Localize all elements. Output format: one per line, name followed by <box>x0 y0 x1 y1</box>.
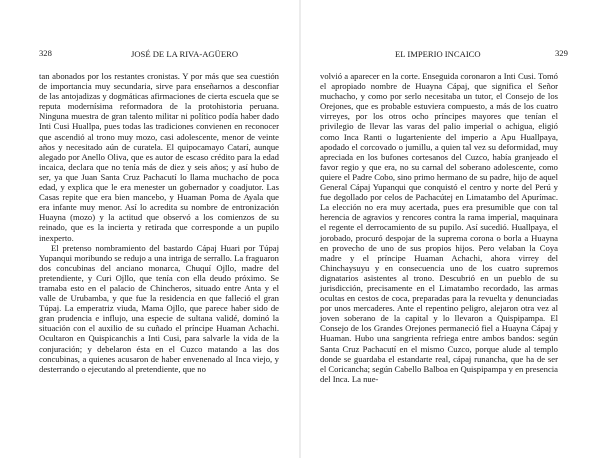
left-running-head: JOSÉ DE LA RIVA-AGÜERO <box>131 49 239 59</box>
right-running-head: EL IMPERIO INCAICO <box>395 49 481 59</box>
left-page-number: 328 <box>39 48 52 58</box>
right-page <box>300 0 600 458</box>
right-page-number: 329 <box>555 48 568 58</box>
right-text-column <box>320 71 558 384</box>
left-paragraph-1: tan abonados por los restantes cronistas. Y por más que sea cuestión de importancia muy secundaria, sirve para enseñarnos a desconfiar de las antojadizas y dogmáticas afirmaciones de cierta escuela que se reputa modernísima reformadora de la protohistoria peruana. Ninguna muestra de gran talento militar ni político podía haber dado Inti Cusi Huallpa, pues todas las tradiciones convienen en reconocer que ascendió al trono muy mozo, casi adolescente, menor de veinte años y necesitado aún de curatela. El quipocamayo Catarí, aunque alegado por Anello Oliva, que es autor de escaso crédito para la edad incaica, declara que no tenía más de diez y seis años; y así hubo de ser, ya que Juan Santa Cruz Pachacutí lo llama muchacho de poca edad, y explica que le era menester un gobernador y coadjutor. Las Casas repite que era bien mancebo, y Huaman Poma de Ayala que era infante muy menor. Así lo acredita su nombre de entronización Huayna (mozo) y la actitud que observó a los comienzos de su reinado, que es la incierta y retirada que corresponde a un pupilo inexperto. <box>39 71 279 243</box>
left-text-column <box>39 71 279 374</box>
right-paragraph-1: volvió a aparecer en la corte. Enseguida coronaron a Inti Cusi. Tomó el apropiado nombre de Huayna Cápaj, que significa el Señor muchacho, y como por serlo necesitaba un tutor, el Consejo de los Orejones, que es probable estuviera compuesto, a más de los cuatro virreyes, por los otros ocho príncipes mayores que tenían el privilegio de llevar las varas del palio imperial o achigua, eligió como Inca Ranti o lugarteniente del imperio a Apu Huallpaya, apodado el corcovado o jumillu, a quien tal vez su deformidad, muy apreciada en los bufones cortesanos del Cuzco, había granjeado el favor regio y que era, no su carnal del soberano adolescente, como quiere el Padre Cobo, sino primo hermano de su padre, hijo de aquel General Cápaj Yupanqui que conquistó el centro y norte del Perú y fue degollado por celos de Pachacútej en Limatambo del Apurímac. La elección no era muy acertada, pues era presumible que con tal herencia de agravios y rencores contra la rama imperial, maquinara el regente el derrocamiento de su pupilo. Así sucedió. Huallpaya, el jorobado, procuró despojar de la suprema corona o borla a Huayna en provecho de uno de sus propios hijos. Pero velaban la Coya madre y el príncipe Huaman Achachi, ahora virrey del Chinchaysuyu y en consecuencia uno de los cuatro supremos dignatarios asistentes al trono. Descubrió en un pueblo de su jurisdicción, precisamente en el Limatambo recordado, las armas ocultas en cestos de coca, preparadas para la revuelta y denunciadas por unos mercaderes. Ante el repentino peligro, alejaron otra vez al joven soberano de la capital y lo llevaron a Quispipampa. El Consejo de los Grandes Orejones permaneció fiel a Huayna Cápaj y Huaman. Hubo una sangrienta refriega entre ambos bandos: según Santa Cruz Pachacutí en el mismo Cuzco, porque alude al templo donde se guardaba el estandarte real, cápaj runancha, que ha de ser el Coricancha; según Cabello Balboa en Quispipampa y en presencia del Inca. La nue- <box>320 71 558 384</box>
left-paragraph-2: El pretenso nombramiento del bastardo Cápaj Huari por Túpaj Yupanqui moribundo se redujo a una intriga de serrallo. La fraguaron dos concubinas del anciano monarca, Chuquí Ojllo, madre del pretendiente, y Curi Ojllo, que tenía con ella deudo próximo. Se tramaba esto en el palacio de Chincheros, situado entre Anta y el valle de Urubamba, y que fue la residencia en que falleció el gran Túpaj. La emperatriz viuda, Mama Ojllo, que parece haber sido de gran prudencia e influjo, una especie de sultana validé, dominó la situación con el auxilio de su cuñado el príncipe Huaman Achachi. Ocultaron en Quispicanchis a Inti Cusi, para salvarle la vida de la conjuración; y debelaron ésta en el Cuzco matando a las dos concubinas, a quienes acusaron de haber envenenado al Inca viejo, y desterrando o ejecutando al pretendiente, que no <box>39 242 279 374</box>
